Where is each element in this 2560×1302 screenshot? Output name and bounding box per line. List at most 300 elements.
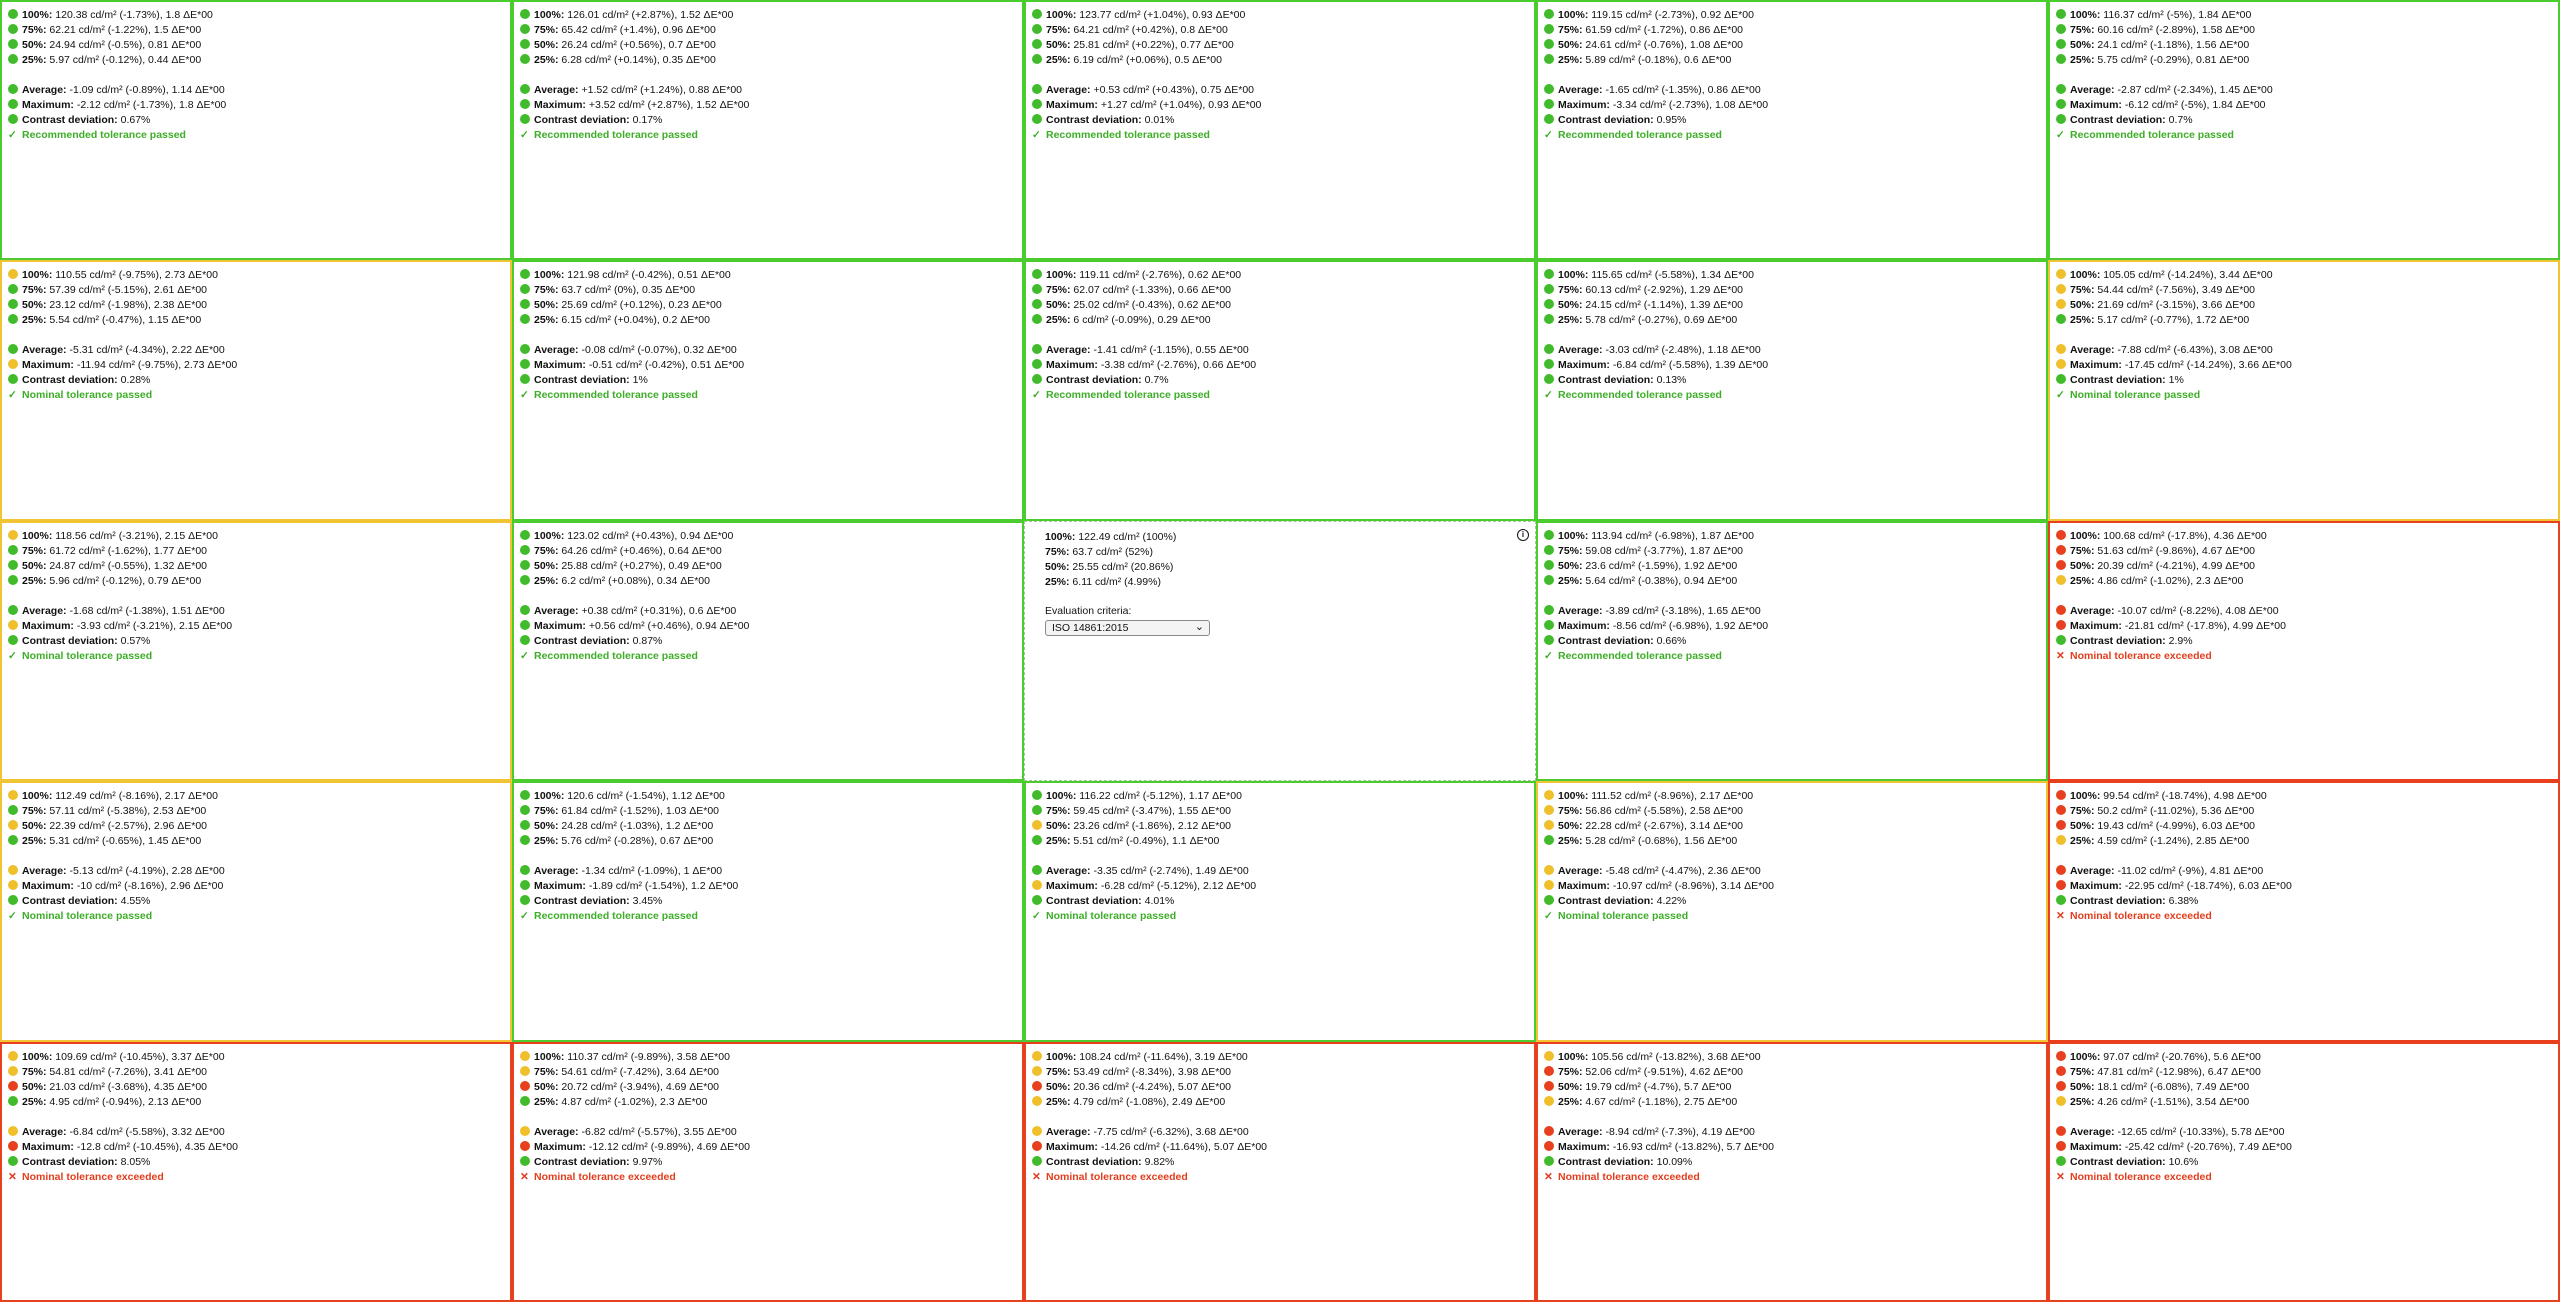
row-value: 24.28 cd/m² (-1.03%), 1.2 ΔE*00 [558,820,714,833]
tolerance-passed [520,649,1016,664]
contrast-row [8,373,504,388]
row-label: 75%: [534,24,559,36]
row-value: 24.87 cd/m² (-0.55%), 1.32 ΔE*00 [46,559,208,572]
row-label: 25%: [22,314,47,327]
row-label: 100%: [2070,269,2101,282]
status-dot-green [520,620,530,630]
contrast-row [1544,113,2040,128]
status-dot-green [520,805,530,815]
contrast-row [1032,894,1528,909]
row-label: Maximum: [1558,1140,1610,1153]
level-row [1032,313,1528,328]
status-dot-green [8,635,18,645]
average-row [1032,864,1528,879]
status-dot-green [1032,805,1042,815]
status-dot-green [520,820,530,830]
average-row [1032,343,1528,358]
row-label: 75%: [1046,24,1071,36]
maximum-row [2056,1140,2552,1155]
tolerance-passed [2056,388,2552,403]
verdict-text: Nominal tolerance passed [1046,910,1177,923]
row-value: 1% [629,374,648,387]
row-label: 25%: [1558,574,1583,587]
row-label: Maximum: [2070,880,2122,893]
row-label: 100%: [2070,529,2101,542]
status-dot-green [1032,865,1042,875]
status-dot-yellow [1544,805,1554,815]
maximum-row [520,358,1016,373]
row-value: 63.7 cd/m² (0%), 0.35 ΔE*00 [558,284,696,297]
row-label: Average: [22,344,67,357]
level-row [8,283,504,298]
verdict-text: Recommended tolerance passed [534,129,698,141]
row-value: -10.97 cd/m² (-8.96%), 3.14 ΔE*00 [1609,880,1774,893]
row-value: 25.55 cd/m² (20.86%) [1069,560,1174,573]
row-value: 111.52 cd/m² (-8.96%), 2.17 ΔE*00 [1588,790,1754,803]
row-label: Contrast deviation: [1046,374,1142,387]
row-label: 25%: [534,574,559,587]
level-row [1544,789,2040,804]
row-label: Maximum: [1558,619,1610,632]
status-dot-yellow [2056,359,2066,369]
row-label: 100%: [2070,9,2101,21]
measurement-patch [1536,521,2048,781]
row-label: 50%: [534,1080,559,1093]
row-label: 25%: [1558,835,1583,848]
spacer [1032,849,1528,864]
level-row [8,559,504,574]
verdict-text: Recommended tolerance passed [1558,389,1722,402]
row-value: -17.45 cd/m² (-14.24%), 3.66 ΔE*00 [2121,359,2292,372]
contrast-row [520,634,1016,649]
row-label: Contrast deviation: [534,895,630,908]
row-label: Average: [1558,344,1603,357]
status-dot-green [1544,620,1554,630]
status-dot-green [1544,84,1554,94]
status-dot-yellow [1032,1066,1042,1076]
row-value: -8.94 cd/m² (-7.3%), 4.19 ΔE*00 [1602,1125,1755,1138]
row-value: 6.38% [2165,895,2199,908]
level-row [8,8,504,23]
status-dot-red [520,1141,530,1151]
row-label: Average: [1558,865,1603,878]
row-value: 115.65 cd/m² (-5.58%), 1.34 ΔE*00 [1588,269,1754,282]
status-dot-green [8,284,18,294]
row-value: -3.38 cd/m² (-2.76%), 0.66 ΔE*00 [1097,359,1257,372]
cross-icon: ✕ [2056,1170,2065,1183]
row-label: 25%: [2070,314,2095,327]
status-dot-yellow [2056,299,2066,309]
row-label: Maximum: [22,1140,74,1153]
row-value: -12.65 cd/m² (-10.33%), 5.78 ΔE*00 [2114,1125,2285,1138]
row-label: 75%: [22,544,47,557]
row-value: -5.31 cd/m² (-4.34%), 2.22 ΔE*00 [66,344,225,357]
check-icon: ✓ [520,129,529,141]
tolerance-exceeded [8,1170,504,1185]
row-value: 1% [2165,374,2184,387]
row-value: 52.06 cd/m² (-9.51%), 4.62 ΔE*00 [1582,1065,1744,1078]
level-row [1032,298,1528,313]
check-icon: ✓ [1032,910,1041,923]
check-icon: ✓ [8,649,17,662]
level-row [2056,544,2552,559]
verdict-text: Recommended tolerance passed [1558,649,1722,662]
row-value: -11.02 cd/m² (-9%), 4.81 ΔE*00 [2114,865,2264,878]
row-label: 100%: [534,9,565,21]
level-row [8,819,504,834]
row-value: 24.15 cd/m² (-1.14%), 1.39 ΔE*00 [1582,299,1744,312]
tolerance-passed [8,388,504,403]
level-row [8,268,504,283]
row-label: 100%: [534,1050,565,1063]
row-value: -3.89 cd/m² (-3.18%), 1.65 ΔE*00 [1602,604,1761,617]
row-label: 25%: [534,835,559,848]
row-label: Maximum: [1558,880,1610,893]
level-row [520,268,1016,283]
cross-icon: ✕ [2056,910,2065,923]
row-value: 57.11 cd/m² (-5.38%), 2.53 ΔE*00 [46,805,207,818]
verdict-text: Nominal tolerance passed [22,649,153,662]
row-value: 54.44 cd/m² (-7.56%), 3.49 ΔE*00 [2094,284,2256,297]
measurement-patch [1536,260,2048,520]
row-value: 59.45 cd/m² (-3.47%), 1.55 ΔE*00 [1070,805,1232,818]
level-row [2056,529,2552,544]
tolerance-passed [8,649,504,664]
row-value: 25.88 cd/m² (+0.27%), 0.49 ΔE*00 [558,559,722,572]
row-value: -12.12 cd/m² (-9.89%), 4.69 ΔE*00 [585,1140,750,1153]
status-dot-green [1544,284,1554,294]
tolerance-passed [1032,909,1528,924]
check-icon: ✓ [2056,129,2065,141]
row-value: 5.64 cd/m² (-0.38%), 0.94 ΔE*00 [1582,574,1738,587]
status-dot-yellow [520,1126,530,1136]
level-row [8,1095,504,1110]
verdict-text: Nominal tolerance exceeded [2070,649,2212,662]
cross-icon: ✕ [1544,1170,1553,1183]
maximum-row [1032,358,1528,373]
status-dot-green [520,269,530,279]
spacer [8,68,504,83]
row-value: -10.07 cd/m² (-8.22%), 4.08 ΔE*00 [2114,604,2279,617]
row-value: 64.21 cd/m² (+0.42%), 0.8 ΔE*00 [1070,24,1228,36]
row-label: Contrast deviation: [2070,114,2166,126]
status-dot-green [520,114,530,124]
status-dot-green [8,835,18,845]
row-value: 23.26 cd/m² (-1.86%), 2.12 ΔE*00 [1070,820,1232,833]
spacer [520,1110,1016,1125]
status-dot-green [2056,54,2066,64]
level-row [1544,574,2040,589]
row-label: 75%: [1046,284,1071,297]
average-row [2056,864,2552,879]
maximum-row [1544,619,2040,634]
row-value: 121.98 cd/m² (-0.42%), 0.51 ΔE*00 [564,269,731,282]
row-label: 100%: [22,9,53,21]
status-dot-yellow [2056,269,2066,279]
contrast-row [8,894,504,909]
row-value: 0.67% [117,114,151,126]
spacer [1032,1110,1528,1125]
check-icon: ✓ [1544,389,1553,402]
status-dot-green [1544,54,1554,64]
status-dot-yellow [1544,865,1554,875]
level-row [520,819,1016,834]
row-value: 4.59 cd/m² (-1.24%), 2.85 ΔE*00 [2094,835,2250,848]
row-label: Average: [2070,1125,2115,1138]
row-value: 4.22% [1653,895,1687,908]
tolerance-passed [8,909,504,924]
row-label: 100%: [22,1050,53,1063]
row-label: 25%: [1046,314,1071,327]
status-dot-green [8,314,18,324]
info-icon[interactable]: i [1517,529,1529,541]
measurement-patch [2048,0,2560,260]
average-row [520,83,1016,98]
row-label: 25%: [2070,574,2095,587]
level-row [520,834,1016,849]
status-dot-green [8,84,18,94]
row-value: -12.8 cd/m² (-10.45%), 4.35 ΔE*00 [73,1140,238,1153]
tolerance-passed [520,128,1016,143]
cross-icon: ✕ [520,1170,529,1183]
contrast-row [1032,373,1528,388]
row-label: 25%: [1558,314,1583,327]
status-dot-yellow [1032,1126,1042,1136]
status-dot-yellow [8,1051,18,1061]
spacer [1544,328,2040,343]
level-row [1544,559,2040,574]
row-label: 75%: [534,544,559,557]
level-row [1032,819,1528,834]
row-label: Maximum: [1046,99,1098,111]
row-label: Contrast deviation: [22,1155,118,1168]
row-value: 0.17% [629,114,663,126]
level-row [2056,8,2552,23]
row-label: Maximum: [22,619,74,632]
row-label: Contrast deviation: [1046,1155,1142,1168]
row-value: -6.84 cd/m² (-5.58%), 3.32 ΔE*00 [66,1125,225,1138]
status-dot-green [8,805,18,815]
row-label: 75%: [1558,24,1583,36]
row-value: 123.77 cd/m² (+1.04%), 0.93 ΔE*00 [1076,9,1246,21]
level-row [1544,544,2040,559]
measurement-patch [1024,0,1536,260]
level-row [1544,283,2040,298]
row-value: +1.52 cd/m² (+1.24%), 0.88 ΔE*00 [578,84,742,96]
row-label: 100%: [534,790,565,803]
row-value: 5.54 cd/m² (-0.47%), 1.15 ΔE*00 [46,314,202,327]
row-label: 75%: [22,1065,47,1078]
tolerance-passed [1032,128,1528,143]
maximum-row [520,1140,1016,1155]
contrast-row [8,634,504,649]
level-row [2056,804,2552,819]
status-dot-green [1032,374,1042,384]
spacer [2056,1110,2552,1125]
row-value: -3.35 cd/m² (-2.74%), 1.49 ΔE*00 [1090,865,1249,878]
level-row [8,574,504,589]
status-dot-green [520,880,530,890]
measurement-patch [2048,1042,2560,1302]
status-dot-red [2056,1141,2066,1151]
row-value: -7.75 cd/m² (-6.32%), 3.68 ΔE*00 [1090,1125,1249,1138]
contrast-row [2056,894,2552,909]
row-label: 75%: [1046,805,1071,818]
row-label: Average: [1558,1125,1603,1138]
row-value: 3.45% [629,895,663,908]
maximum-row [2056,879,2552,894]
average-row [1544,83,2040,98]
level-row [8,23,504,38]
measurement-patch [2048,260,2560,520]
evaluation-criteria-select[interactable] [1045,620,1210,636]
maximum-row [2056,98,2552,113]
status-dot-red [1032,1141,1042,1151]
reference-patch [1024,521,1536,781]
status-dot-green [1544,314,1554,324]
row-label: 25%: [534,54,559,66]
row-label: 75%: [534,805,559,818]
row-value: 61.84 cd/m² (-1.52%), 1.03 ΔE*00 [558,805,720,818]
check-icon: ✓ [1032,389,1041,402]
status-dot-green [2056,1156,2066,1166]
row-value: 0.7% [2165,114,2193,126]
status-dot-yellow [8,530,18,540]
level-row [8,313,504,328]
status-dot-green [520,359,530,369]
row-value: -11.94 cd/m² (-9.75%), 2.73 ΔE*00 [73,359,238,372]
maximum-row [1032,879,1528,894]
level-row [1032,1080,1528,1095]
verdict-text: Recommended tolerance passed [1558,129,1722,141]
row-value: 2.9% [2165,634,2193,647]
spacer [1544,589,2040,604]
row-value: -25.42 cd/m² (-20.76%), 7.49 ΔE*00 [2121,1140,2292,1153]
row-value: 10.09% [1653,1155,1693,1168]
spacer [8,589,504,604]
row-value: +1.27 cd/m² (+1.04%), 0.93 ΔE*00 [1097,99,1262,111]
row-label: Contrast deviation: [2070,895,2166,908]
row-label: 100%: [1558,269,1589,282]
row-label: 25%: [1046,54,1071,66]
row-label: Contrast deviation: [22,895,118,908]
contrast-row [520,894,1016,909]
row-value: -0.08 cd/m² (-0.07%), 0.32 ΔE*00 [578,344,737,357]
status-dot-green [8,1156,18,1166]
row-label: Contrast deviation: [22,634,118,647]
row-label: 100%: [534,269,565,282]
row-value: 5.89 cd/m² (-0.18%), 0.6 ΔE*00 [1582,54,1732,66]
row-value: 0.66% [1653,634,1687,647]
status-dot-yellow [8,359,18,369]
row-label: Maximum: [1558,359,1610,372]
level-row [1544,23,2040,38]
row-label: Contrast deviation: [2070,1155,2166,1168]
status-dot-red [1544,1066,1554,1076]
row-value: -16.93 cd/m² (-13.82%), 5.7 ΔE*00 [1609,1140,1774,1153]
row-value: -5.48 cd/m² (-4.47%), 2.36 ΔE*00 [1602,865,1761,878]
spacer [2056,68,2552,83]
row-value: 0.7% [1141,374,1169,387]
row-value: 4.55% [117,895,151,908]
row-value: 20.39 cd/m² (-4.21%), 4.99 ΔE*00 [2094,559,2256,572]
row-value: 123.02 cd/m² (+0.43%), 0.94 ΔE*00 [564,529,734,542]
spacer [2056,849,2552,864]
status-dot-green [2056,314,2066,324]
level-row [1544,38,2040,53]
status-dot-green [1032,344,1042,354]
row-label: Contrast deviation: [1558,374,1654,387]
row-label: 100%: [1558,9,1589,21]
row-label: 25%: [22,574,47,587]
level-row [1032,23,1528,38]
contrast-row [1544,373,2040,388]
status-dot-green [1032,790,1042,800]
row-label: 50%: [1558,39,1583,51]
row-value: -1.65 cd/m² (-1.35%), 0.86 ΔE*00 [1602,84,1761,96]
row-value: 5.75 cd/m² (-0.29%), 0.81 ΔE*00 [2094,54,2250,66]
tolerance-passed [1544,128,2040,143]
status-dot-green [2056,374,2066,384]
row-label: Average: [1046,1125,1091,1138]
status-dot-green [1032,269,1042,279]
row-label: 75%: [534,1065,559,1078]
maximum-row [520,98,1016,113]
row-value: -3.03 cd/m² (-2.48%), 1.18 ΔE*00 [1602,344,1761,357]
status-dot-green [1032,299,1042,309]
reference-level-row [1045,560,1515,575]
row-label: Maximum: [1046,359,1098,372]
row-label: 100%: [1046,269,1077,282]
check-icon: ✓ [1032,129,1041,141]
row-label: Average: [22,84,67,96]
row-value: 10.6% [2165,1155,2199,1168]
verdict-text: Nominal tolerance exceeded [2070,910,2212,923]
row-value: 120.6 cd/m² (-1.54%), 1.12 ΔE*00 [564,790,725,803]
status-dot-yellow [1032,1096,1042,1106]
status-dot-red [2056,1126,2066,1136]
level-row [520,1095,1016,1110]
row-label: Average: [2070,344,2115,357]
row-value: 22.39 cd/m² (-2.57%), 2.96 ΔE*00 [46,820,208,833]
status-dot-yellow [8,1066,18,1076]
maximum-row [8,1140,504,1155]
row-label: 25%: [1045,575,1070,588]
maximum-row [1032,98,1528,113]
verdict-text: Recommended tolerance passed [534,910,698,923]
status-dot-green [1032,9,1042,19]
row-label: Maximum: [534,1140,586,1153]
row-value: 21.03 cd/m² (-3.68%), 4.35 ΔE*00 [46,1080,208,1093]
check-icon: ✓ [8,389,17,402]
spacer [8,1110,504,1125]
status-dot-red [2056,790,2066,800]
row-label: Maximum: [534,99,586,111]
level-row [520,574,1016,589]
status-dot-red [520,1081,530,1091]
row-label: Maximum: [2070,1140,2122,1153]
row-value: -3.34 cd/m² (-2.73%), 1.08 ΔE*00 [1609,99,1769,111]
row-value: 5.51 cd/m² (-0.49%), 1.1 ΔE*00 [1070,835,1220,848]
status-dot-green [1032,99,1042,109]
row-label: Contrast deviation: [534,114,630,126]
row-label: 25%: [1558,1095,1583,1108]
status-dot-green [8,99,18,109]
status-dot-yellow [2056,344,2066,354]
row-value: 60.16 cd/m² (-2.89%), 1.58 ΔE*00 [2094,24,2256,36]
row-label: Average: [22,1125,67,1138]
status-dot-green [520,314,530,324]
